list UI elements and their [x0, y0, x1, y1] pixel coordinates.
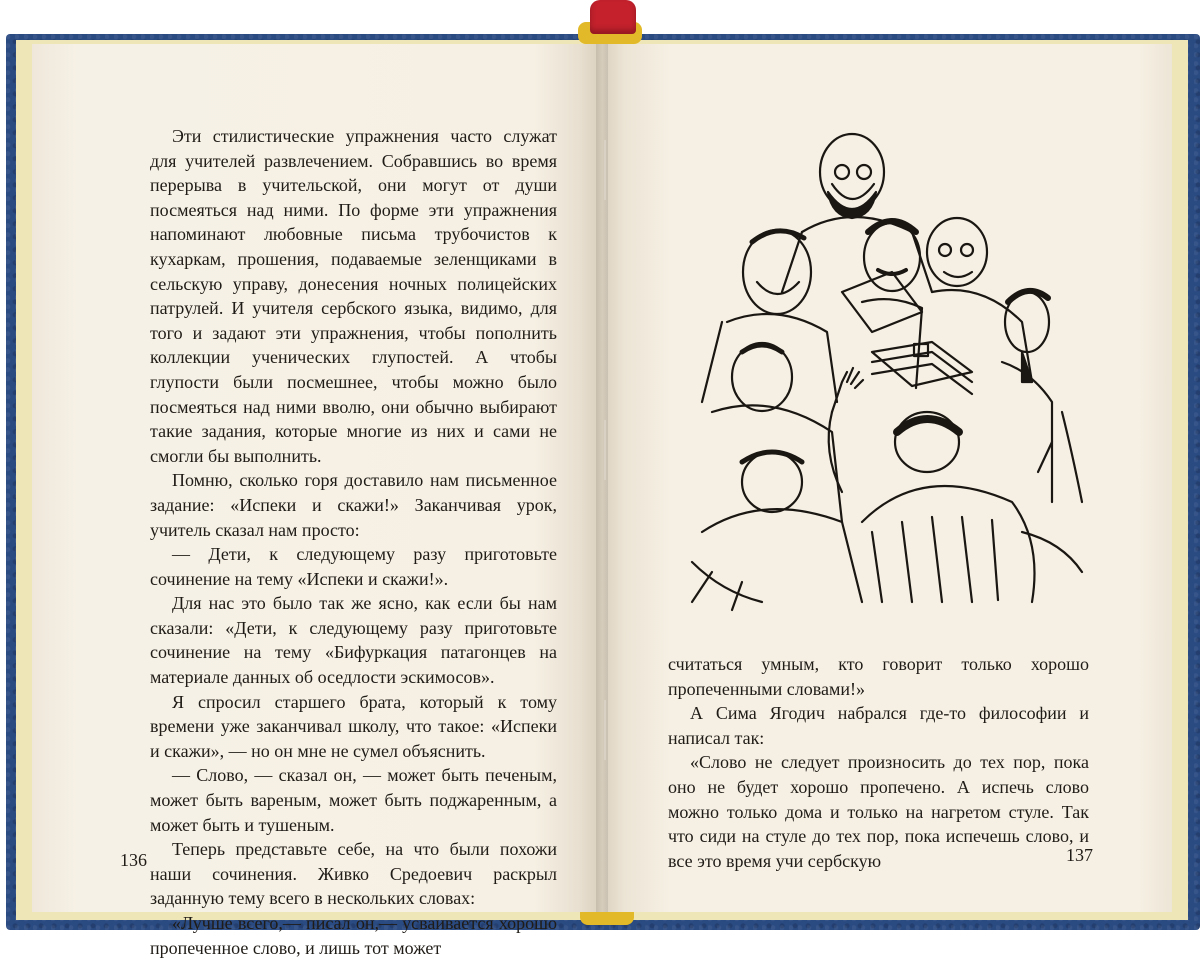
binding-stitch [604, 140, 606, 200]
paragraph: Теперь представьте себе, на что были похожи наши сочинения. Живко Средоевич раскрыл заданную тему всего в нескольких словах: [150, 839, 557, 909]
paragraph: «Лучше всего,— писал он,— усваивается хорошо пропеченное слово, и лишь тот может [150, 913, 557, 958]
binding-stitch [604, 420, 606, 480]
teachers-laughing-illustration [682, 112, 1087, 612]
page-number-right: 137 [1066, 845, 1093, 865]
paragraph: — Слово, — сказал он, — может быть печеным, может быть вареным, может быть поджаренным, а может быть и тушеным. [150, 765, 557, 835]
binding-stitch [604, 700, 606, 760]
bookmark-ribbon-red [590, 0, 636, 34]
paragraph: Помню, сколько горя доставило нам письменное задание: «Испеки и скажи!» Заканчивая урок, учитель сказал нам просто: [150, 470, 557, 540]
left-page-text [150, 124, 557, 960]
paragraph: Для нас это было так же ясно, как если бы нам сказали: «Дети, к следующему разу приготовьте сочинение на тему «Бифуркация патагонцев на материале данных об оседлости эскимосов». [150, 593, 557, 688]
paragraph: считаться умным, кто говорит только хорошо пропеченными словами!» [668, 654, 1089, 699]
paragraph: А Сима Ягодич набрался где-то философии и написал так: [668, 703, 1089, 748]
right-page-text [668, 652, 1089, 873]
page-number-left: 136 [120, 850, 147, 870]
paragraph: Я спросил старшего брата, который к тому времени уже заканчивал школу, что такое: «Испеки и скажи», — но он мне не сумел объяснить. [150, 691, 557, 761]
paragraph: Эти стилистические упражнения часто служат для учителей развлечением. Собравшись во время перерыва в учительской, они могут от души посмеяться над ними. По форме эти упражнения напоминают любовные письма трубочистов к кухаркам, прошения, подаваемые зеленщиками в сельскую управу, донесения ночных полицейских патрулей. И учителя сербского языка, видимо, для того и задают эти упражнения, чтобы пополнить коллекции ученических глупостей. А чтобы глупости были посмешнее, чтобы можно было посмеяться над ними вволю, они обычно выбирают такие задания, которые многие из них и сами не смогли бы выполнить. [150, 126, 557, 466]
book-gutter [596, 44, 608, 912]
paragraph: — Дети, к следующему разу приготовьте сочинение на тему «Испеки и скажи!». [150, 544, 557, 589]
paragraph: «Слово не следует произносить до тех пор, пока оно не будет хорошо пропечено. А испечь слово можно только дома и только на нагретом стуле. Так что сиди на стуле до тех пор, пока испечешь слово, и все это время учи сербскую [668, 752, 1089, 871]
